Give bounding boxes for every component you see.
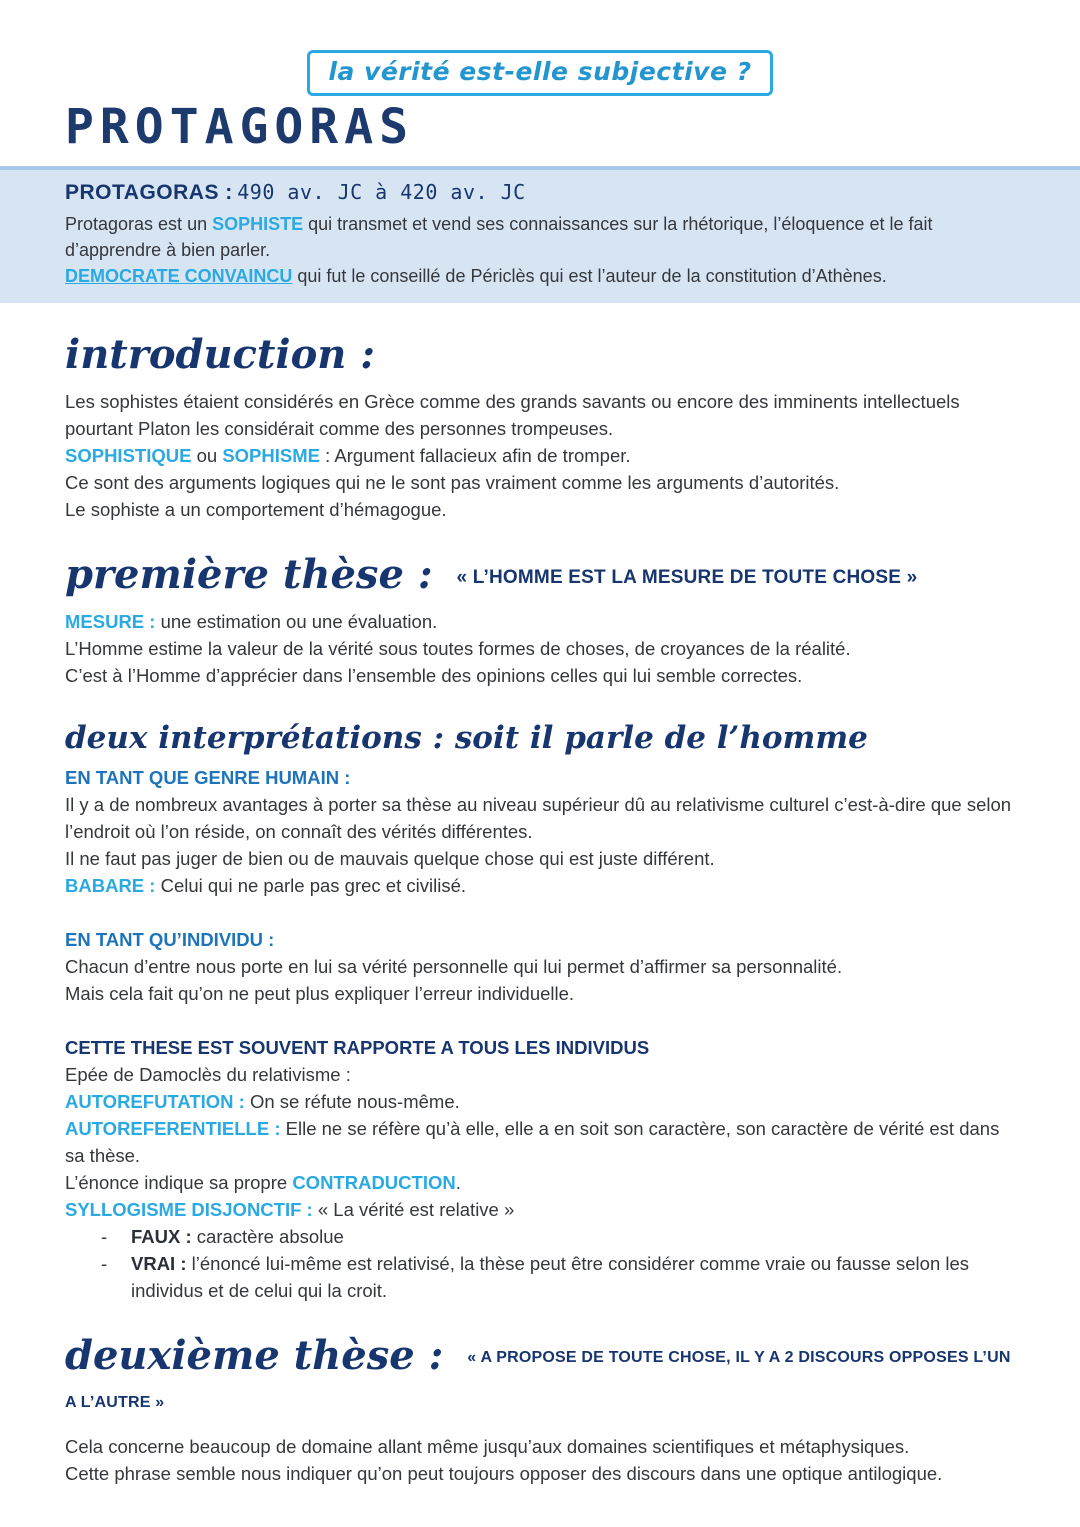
subheading-tous-les-individus: CETTE THESE EST SOUVENT RAPPORTE A TOUS LES INDIVIDUS — [65, 1036, 650, 1058]
keyword: VRAI : — [131, 1252, 187, 1274]
paragraph — [65, 442, 1015, 469]
text-run: Chacun d’entre nous porte en lui sa vérité personnelle qui lui permet d’affirmer sa personnalité. — [65, 955, 843, 977]
text-run: Cela concerne beaucoup de domaine allant même jusqu’aux domaines scientifiques et métaphysiques. — [65, 1436, 910, 1458]
keyword: BABARE : — [65, 874, 156, 896]
text-run: . — [455, 1171, 461, 1193]
keyword: AUTOREFUTATION : — [65, 1090, 245, 1112]
heading-cursive-text: première thèse : — [65, 551, 433, 599]
heading-quote-text: « A PROPOSE DE TOUTE CHOSE, IL Y A 2 DISCOURS OPPOSES L’UN A L’AUTRE » — [65, 1348, 1011, 1411]
text-run: L’Homme estime la valeur de la vérité sous toutes formes de choses, de croyances de la réalité. — [65, 637, 851, 659]
text-run: Mais cela fait qu’on ne peut plus expliquer l’erreur individuelle. — [65, 982, 575, 1004]
banner-paragraph — [65, 211, 1015, 263]
keyword: CONTRADUCTION — [292, 1171, 456, 1193]
paragraph — [65, 388, 1015, 442]
header-banner — [0, 166, 1080, 303]
subtitle-box-container — [0, 0, 1080, 96]
keyword: DEMOCRATE CONVAINCU — [65, 266, 293, 287]
paragraph — [65, 1460, 1015, 1487]
banner-dates: 490 av. JC à 420 av. JC — [237, 180, 526, 205]
paragraph — [65, 1433, 1015, 1460]
bullet-text — [131, 1250, 1015, 1304]
text-run: Epée de Damoclès du relativisme : — [65, 1063, 351, 1085]
paragraph — [65, 1115, 1015, 1169]
paragraph — [65, 872, 1015, 899]
keyword: SOPHISTE — [212, 214, 304, 235]
text-run: Celui qui ne parle pas grec et civilisé. — [155, 874, 466, 896]
keyword: AUTOREFERENTIELLE : — [65, 1117, 281, 1139]
text-run: Il ne faut pas juger de bien ou de mauvais quelque chose qui est juste différent. — [65, 847, 715, 869]
banner-name-label: PROTAGORAS : — [65, 181, 233, 205]
paragraph — [65, 845, 1015, 872]
text-run: Les sophistes étaient considérés en Grèce comme des grands savants ou encore des imminents intellectuels pourtant Platon les considérait comme des personnes trompeuses. — [65, 391, 960, 440]
keyword: SYLLOGISME DISJONCTIF : — [65, 1198, 313, 1220]
paragraph — [65, 980, 1015, 1007]
list-item — [65, 1250, 1015, 1304]
text-run: On se réfute nous-même. — [244, 1090, 460, 1112]
text-run: C’est à l’Homme d’apprécier dans l’ensemble des opinions celles qui lui semble correctes. — [65, 664, 803, 686]
text-run: qui fut le conseillé de Périclès qui est l’auteur de la constitution d’Athènes. — [292, 266, 887, 287]
subtitle-text: la vérité est-elle subjective ? — [328, 57, 752, 86]
paragraph — [65, 469, 1015, 496]
text-run: Le sophiste a un comportement d’hémagogue. — [65, 499, 447, 521]
keyword: FAUX : — [131, 1225, 192, 1247]
section-deuxieme-these — [65, 1331, 1015, 1488]
paragraph — [65, 1169, 1015, 1196]
section-introduction — [65, 333, 1015, 523]
banner-title — [65, 180, 1015, 205]
text-run: Elle ne se réfère qu’à elle, elle a en soit son caractère, son caractère de vérité est dans sa thèse. — [65, 1117, 1000, 1166]
text-run: : Argument fallacieux afin de tromper. — [319, 445, 631, 467]
heading-quote-text: « L’HOMME EST LA MESURE DE TOUTE CHOSE » — [456, 567, 918, 589]
keyword: MESURE : — [65, 610, 156, 632]
subheading-genre-humain: EN TANT QUE GENRE HUMAIN : — [65, 766, 351, 788]
section-deux-interpretations — [65, 721, 1015, 1304]
paragraph — [65, 635, 1015, 662]
section-heading-deux-interpretations: deux interprétations : soit il parle de l’homme — [65, 719, 868, 756]
section-premiere-these — [65, 553, 1015, 689]
bullet-dash: - — [101, 1252, 108, 1274]
paragraph — [65, 1061, 1015, 1088]
paragraph — [65, 662, 1015, 689]
text-run: Protagoras est un — [65, 214, 213, 235]
keyword: SOPHISME — [222, 445, 320, 467]
keyword: SOPHISTIQUE — [65, 445, 192, 467]
section-heading-introduction: introduction : — [65, 331, 376, 379]
heading-cursive-text: deuxième thèse : — [65, 1331, 444, 1379]
paragraph — [65, 608, 1015, 635]
section-heading-deuxieme-these — [65, 1331, 1015, 1424]
text-run: Il y a de nombreux avantages à porter sa thèse au niveau supérieur dû au relativisme culturel c’est-à-dire que selon l’endroit où l’on réside, on connaît des vérités différentes. — [65, 793, 1012, 842]
paragraph — [65, 1088, 1015, 1115]
text-run: ou — [191, 445, 223, 467]
bullet-text — [131, 1223, 1015, 1250]
paragraph — [65, 791, 1015, 845]
bullet-dash: - — [101, 1225, 108, 1247]
text-run: une estimation ou une évaluation. — [155, 610, 438, 632]
paragraph — [65, 953, 1015, 980]
text-run: Cette phrase semble nous indiquer qu’on peut toujours opposer des discours dans une optique antilogique. — [65, 1463, 943, 1485]
banner-paragraph — [65, 263, 1015, 289]
text-run: « La vérité est relative » — [312, 1198, 515, 1220]
paragraph — [65, 1196, 1015, 1223]
text-run: qui transmet et vend ses connaissances sur la rhétorique, l’éloquence et le fait d’apprendre à bien parler. — [65, 214, 933, 261]
page-title: PROTAGORAS — [65, 99, 414, 155]
document-body — [0, 333, 1080, 1527]
subtitle-box — [307, 50, 772, 96]
text-run: L’énonce indique sa propre — [65, 1171, 293, 1193]
subheading-individu: EN TANT QU’INDIVIDU : — [65, 928, 275, 950]
list-item — [65, 1223, 1015, 1250]
section-heading-premiere-these — [65, 553, 1015, 598]
text-run: caractère absolue — [191, 1225, 344, 1247]
paragraph — [65, 496, 1015, 523]
text-run: l’énoncé lui-même est relativisé, la thèse peut être considérer comme vraie ou fausse selon les individus et de celui qui la croit. — [131, 1252, 970, 1301]
text-run: Ce sont des arguments logiques qui ne le sont pas vraiment comme les arguments d’autorités. — [65, 472, 840, 494]
